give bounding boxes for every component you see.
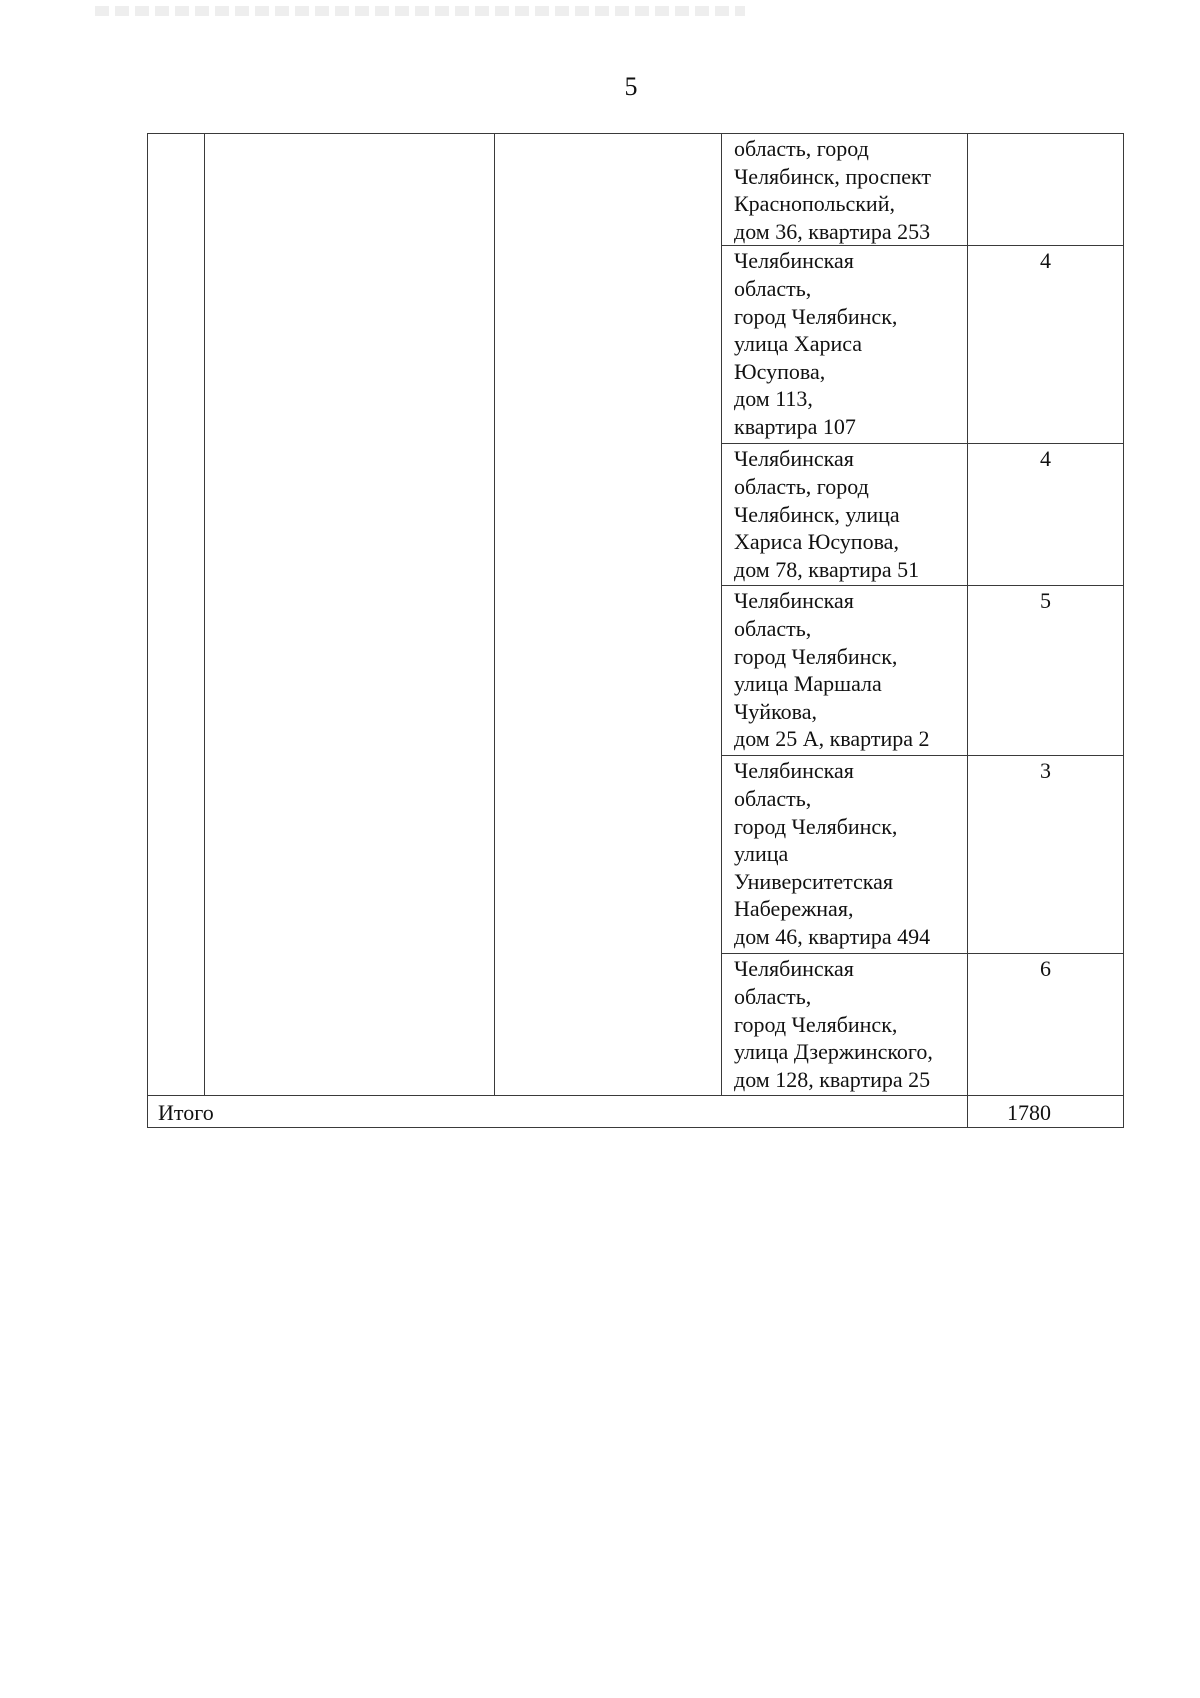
quantity-cell: 3 [968, 756, 1124, 954]
address-cell: Челябинская область, город Челябинск, улица Дзержинского, дом 128, квартира 25 [722, 954, 968, 1096]
col-name-cell [205, 134, 495, 1096]
quantity-cell: 4 [968, 246, 1124, 444]
page-number: 5 [624, 72, 638, 101]
quantity-cell: 6 [968, 954, 1124, 1096]
quantity-cell: 4 [968, 444, 1124, 586]
table-row [148, 134, 1124, 246]
address-cell: Челябинская область, город Челябинск, улица Маршала Чуйкова, дом 25 А, квартира 2 [722, 586, 968, 756]
address-cell: область, город Челябинск, проспект Краснопольский, дом 36, квартира 253 [722, 134, 968, 246]
total-label: Итого [148, 1096, 968, 1128]
scan-noise-strip [95, 6, 745, 16]
total-row [148, 1096, 1124, 1128]
col-index-cell [148, 134, 205, 1096]
address-cell: Челябинская область, город Челябинск, улица Университетская Набережная, дом 46, квартира 494 [722, 756, 968, 954]
quantity-cell [968, 134, 1124, 246]
address-cell: Челябинская область, город Челябинск, улица Хариса Юсупова, дом 78, квартира 51 [722, 444, 968, 586]
col-info-cell [495, 134, 722, 1096]
total-value: 1780 [968, 1096, 1124, 1128]
address-table [147, 133, 1124, 1128]
address-cell: Челябинская область, город Челябинск, улица Хариса Юсупова, дом 113, квартира 107 [722, 246, 968, 444]
quantity-cell: 5 [968, 586, 1124, 756]
